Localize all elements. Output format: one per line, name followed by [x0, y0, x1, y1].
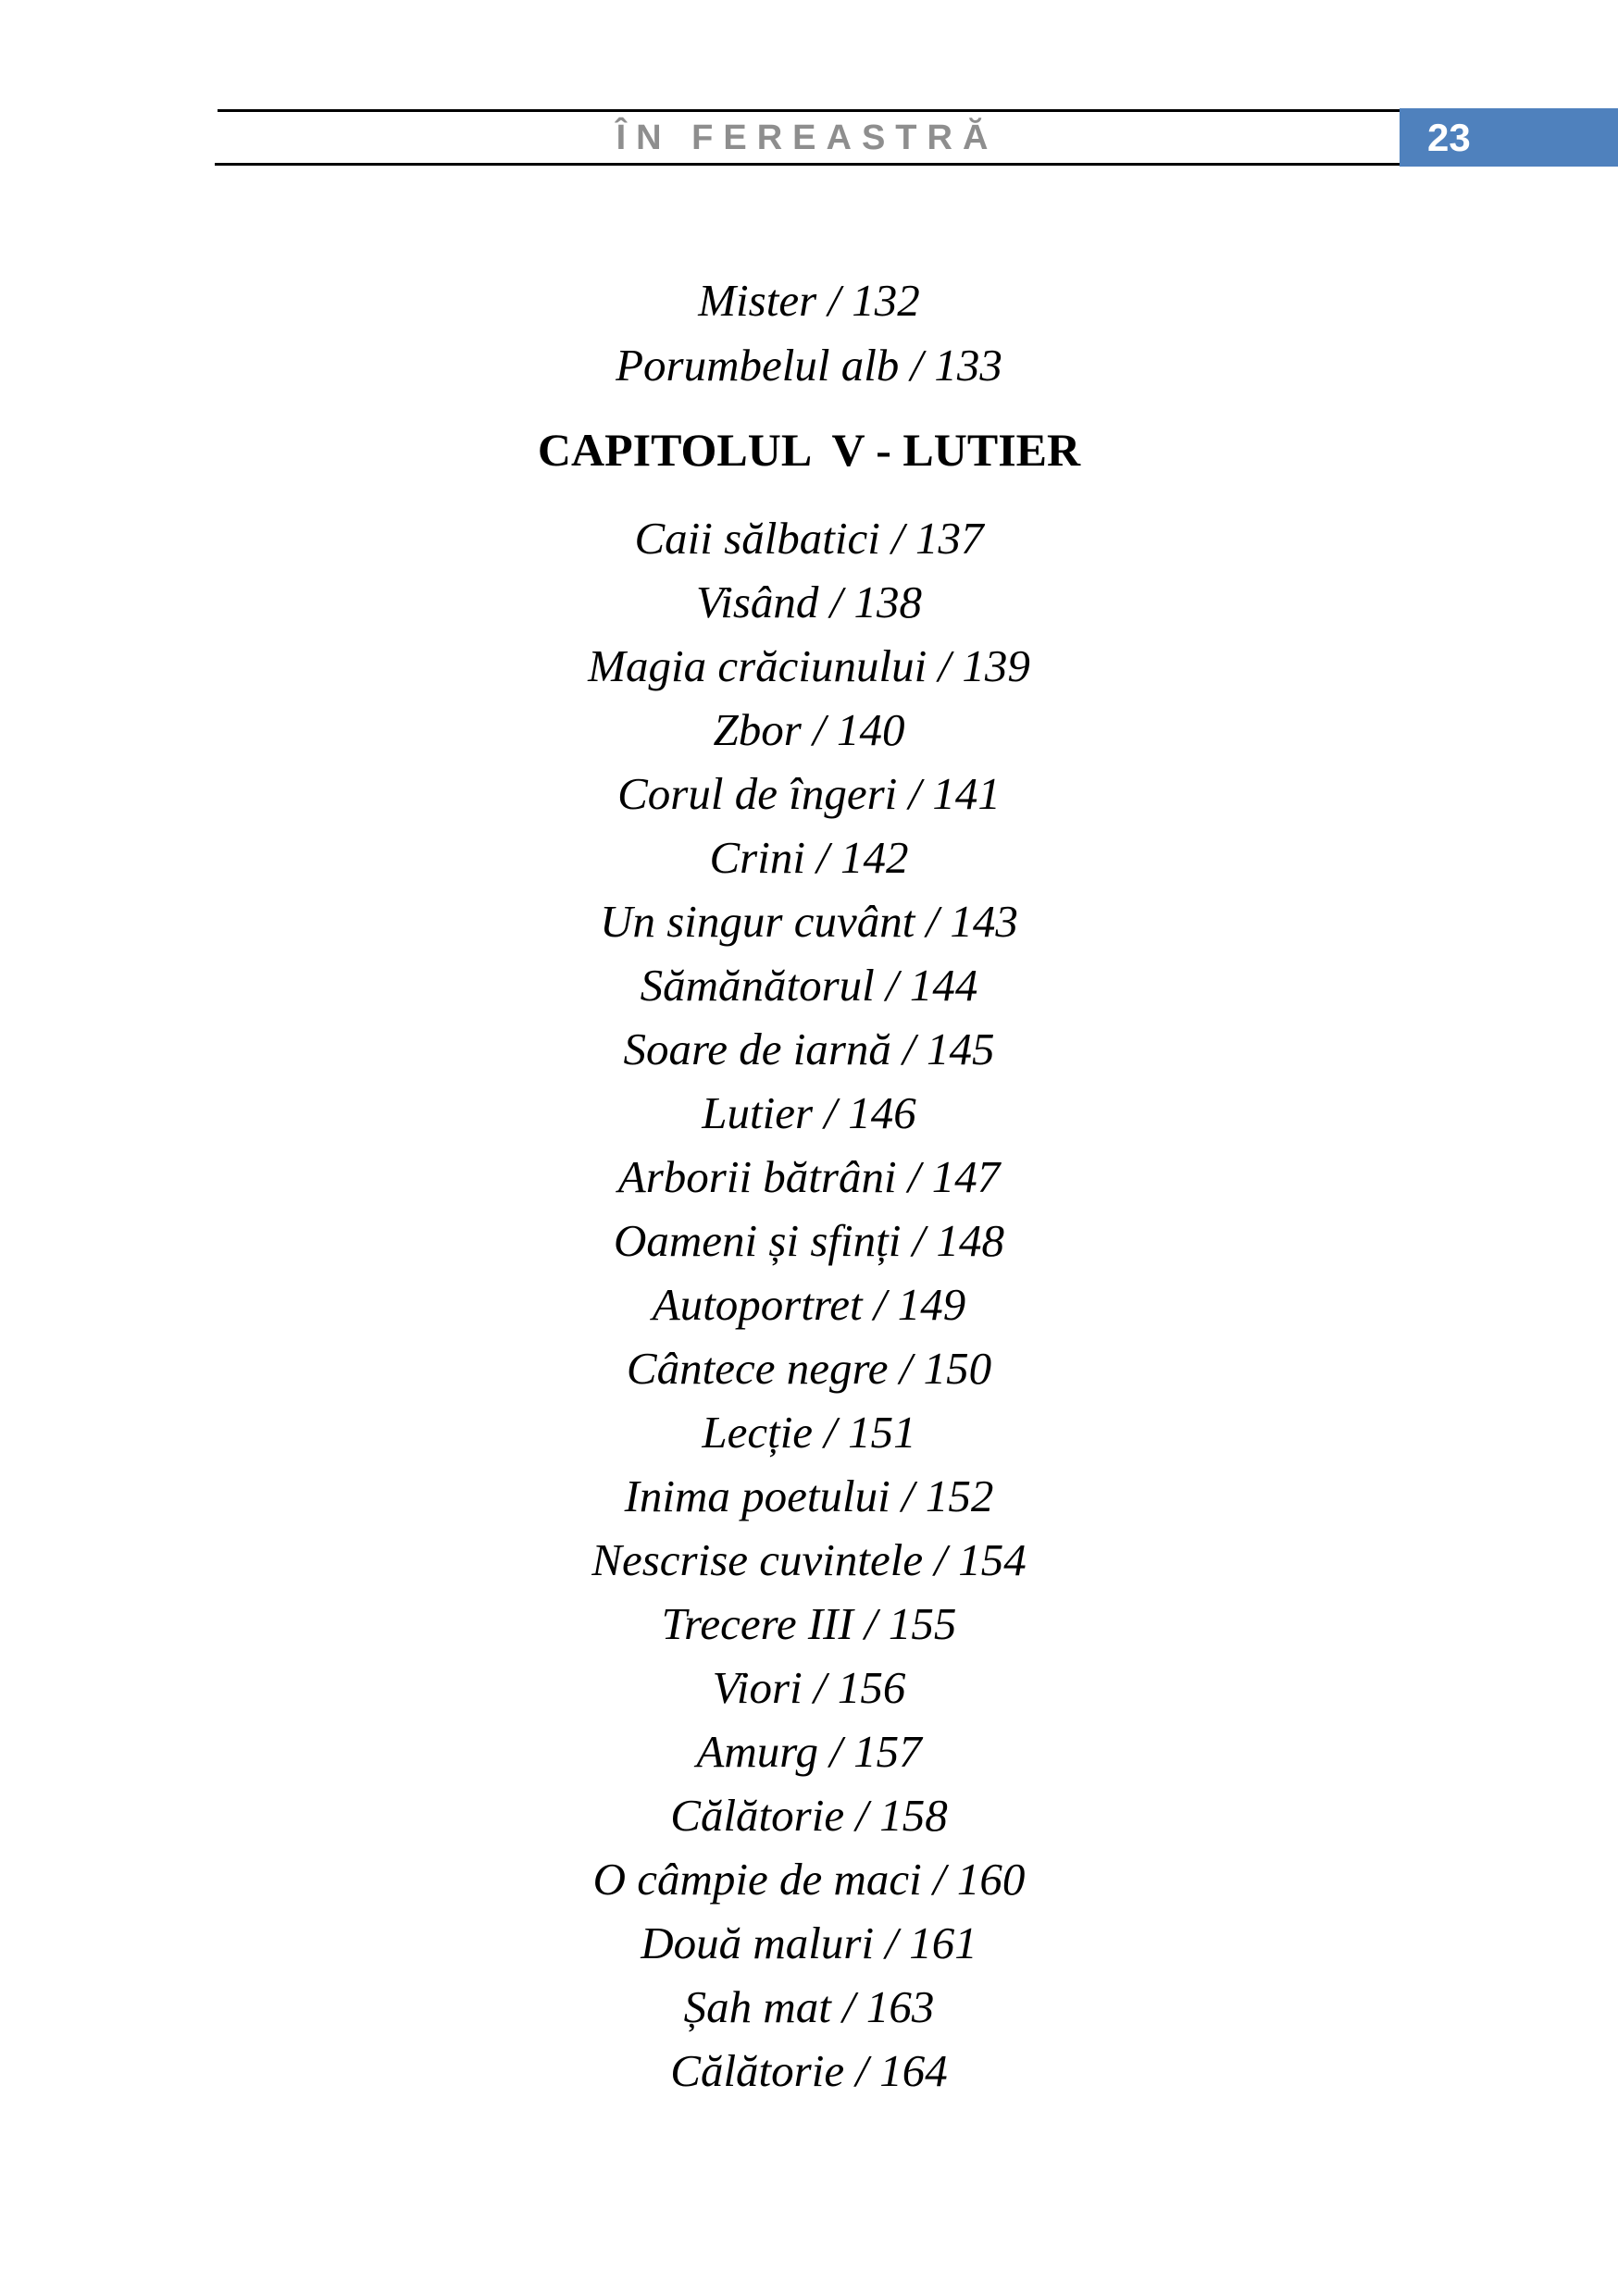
page-number-box: [1400, 108, 1618, 167]
toc-entry: Arborii bătrâni / 147: [617, 1151, 1001, 1202]
toc-entry: Porumbelul alb / 133: [616, 340, 1002, 391]
toc-entry: Lecție / 151: [702, 1407, 916, 1458]
toc-entry: Sămănătorul / 144: [640, 960, 978, 1011]
chapter-heading-wrap: [0, 418, 1618, 482]
toc-entry: Autoportret / 149: [652, 1279, 966, 1330]
page-number: 23: [1427, 116, 1471, 159]
running-header-title: ÎN FEREASTRĂ: [616, 118, 999, 157]
toc-entry: Visând / 138: [695, 577, 923, 627]
toc-entry: O câmpie de maci / 160: [592, 1854, 1026, 1905]
toc-entry: Călătorie / 158: [670, 1790, 948, 1841]
toc-entry: Trecere III / 155: [661, 1598, 957, 1649]
toc-entry: Cântece negre / 150: [626, 1343, 992, 1394]
toc-entry: Inima poetului / 152: [624, 1471, 994, 1521]
toc-entry: Zbor / 140: [713, 704, 905, 755]
toc-entry: Amurg / 157: [696, 1726, 922, 1777]
toc-entries-previous-chapter: [0, 268, 1618, 398]
toc-entry: Corul de îngeri / 141: [617, 768, 1001, 819]
chapter-heading: CAPITOLUL V - LUTIER: [537, 424, 1081, 476]
toc-entries-chapter-5: [0, 506, 1618, 2103]
toc-entry: Lutier / 146: [702, 1087, 916, 1138]
header-bottom-rule: [215, 163, 1400, 166]
toc-entry: Două maluri / 161: [641, 1917, 977, 1968]
toc-entry: Nescrise cuvintele / 154: [591, 1534, 1027, 1585]
toc-entry: Mister / 132: [698, 275, 920, 326]
toc-entry: Oameni și sfinți / 148: [614, 1215, 1004, 1266]
toc-entry: Viori / 156: [712, 1662, 906, 1713]
toc-entry: Crini / 142: [709, 832, 909, 883]
toc-entry: Magia crăciunului / 139: [588, 640, 1030, 691]
toc-entry: Un singur cuvânt / 143: [600, 896, 1018, 947]
toc-entry: Călătorie / 164: [670, 2045, 948, 2096]
header-top-rule: [218, 109, 1400, 112]
toc-entry: Șah mat / 163: [683, 1981, 935, 2032]
toc-entry: Soare de iarnă / 145: [623, 1024, 995, 1074]
toc-entry: Caii sălbatici / 137: [634, 513, 984, 564]
